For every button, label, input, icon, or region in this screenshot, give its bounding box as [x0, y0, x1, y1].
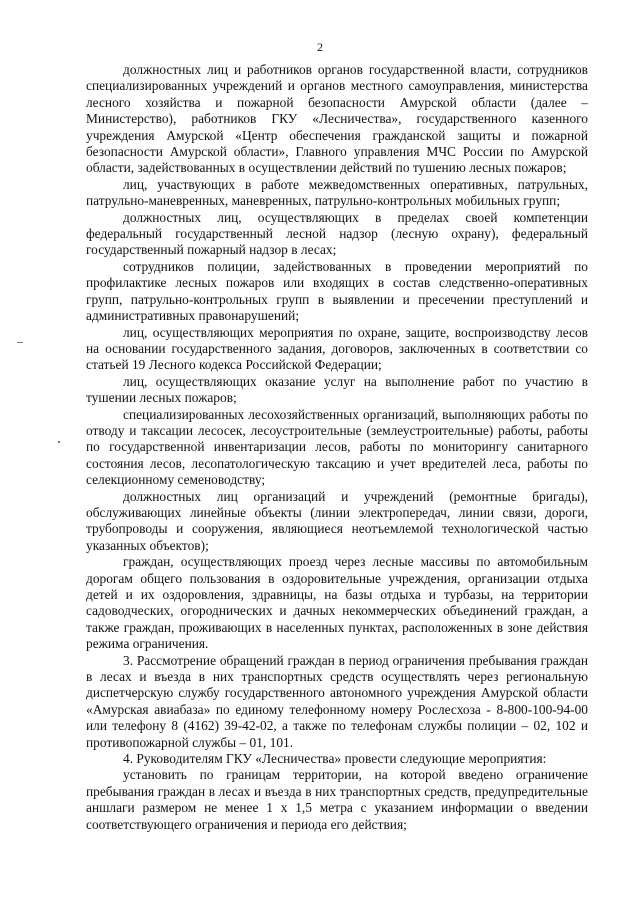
list-item-forestry-organizations: специализированных лесохозяйственных организаций, выполняющих работы по отводу и таксации лесосек, лесоустроительные (землеустроительные) работы, работы по государственной инвентаризации лесов, работы по мониторингу санитарного состояния лесов, лесопатологическую таксацию и учет вредителей леса, работы по селекционному семеноводству; — [86, 406, 588, 488]
list-item-firefighting-services: лиц, осуществляющих оказание услуг на выполнение работ по участию в тушении лесных пожаров; — [86, 373, 588, 406]
section-4-heading: 4. Руководителям ГКУ «Лесничества» провести следующие мероприятия: — [123, 751, 547, 767]
list-item-warning-signs: установить по границам территории, на которой введено ограничение пребывания граждан в лесах и въезда в них транспортных средств, предупредительные аншлаги размером не менее 1 х 1,5 метра с указанием информации о введении соответствующего ограничения и периода его действия; — [86, 767, 588, 832]
list-item-officials: должностных лиц и работников органов государственной власти, сотрудников специализированных учреждений и органов местного самоуправления, министерства лесного хозяйства и пожарной безопасности Амурской области (далее – Министерство), работников ГКУ «Лесничества», государственного казенного учреждения Амурской «Центр обеспечения гражданской защиты и пожарной безопасности Амурской области», Главного управления МЧС России по Амурской области, задействованных в осуществлении действий по тушению лесных пожаров; — [86, 62, 588, 176]
margin-mark — [17, 342, 23, 343]
list-item-repair-crews: должностных лиц организаций и учреждений (ремонтные бригады), обслуживающих линейные объекты (линии электропередач, линии связи, дороги, трубопроводы и сооружения, являющиеся неотъемлемой технологической частью указанных объектов); — [86, 488, 588, 553]
page-number: 2 — [317, 40, 323, 54]
document-body — [86, 62, 588, 833]
list-item-citizens-transit: граждан, осуществляющих проезд через лесные массивы по автомобильным дорогам общего пользования в оздоровительные учреждения, организации отдыха детей и их оздоровления, здравницы, на базы отдыха и турбазы, на территории садоводческих, огороднических и дачных некоммерческих объединений граждан, а также граждан, проживающих в населенных пунктах, расположенных в зоне действия режима ограничения. — [86, 554, 588, 652]
list-item-forest-protection: лиц, осуществляющих мероприятия по охране, защите, воспроизводству лесов на основании государственного задания, договоров, заключенных в соответствии со статьей 19 Лесного кодекса Российской Федерации; — [86, 324, 588, 373]
list-item-forest-supervision: должностных лиц, осуществляющих в пределах своей компетенции федеральный государственный лесной надзор (лесную охрану), федеральный государственный пожарный надзор в лесах; — [86, 209, 588, 258]
list-item-mobile-groups: лиц, участвующих в работе межведомственных оперативных, патрульных, патрульно-маневренных, маневренных, патрульно-контрольных мобильных групп; — [86, 176, 588, 209]
margin-mark — [58, 441, 60, 443]
list-item-police: сотрудников полиции, задействованных в проведении мероприятий по профилактике лесных пожаров или входящих в состав следственно-оперативных групп, патрульно-контрольных групп в выявлении и пресечении преступлений и административных правонарушений; — [86, 258, 588, 324]
section-3-appeals: 3. Рассмотрение обращений граждан в период ограничения пребывания граждан в лесах и въезда в них транспортных средств осуществлять через региональную диспетчерскую службу государственного автономного учреждения Амурской области «Амурская авиабаза» по единому телефонному номеру Рослесхоза - 8-800-100-94-00 или телефону 8 (4162) 39-42-02, а также по телефонам службы полиции – 02, 102 и противопожарной службы – 01, 101. — [86, 652, 588, 750]
